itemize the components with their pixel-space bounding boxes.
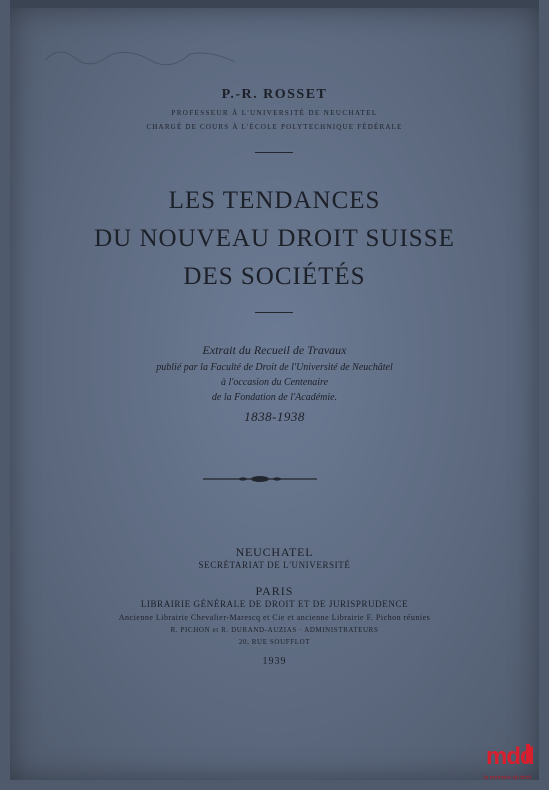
extract-line-4: de la Fondation de l'Académie. <box>211 392 338 403</box>
extract-line-3: à l'occasion du Centenaire <box>220 377 329 388</box>
title-line-3: DES SOCIÉTÉS <box>183 263 366 290</box>
ornament-divider <box>203 474 317 484</box>
imprint-city-1: NEUCHATEL <box>235 545 314 559</box>
title-line-1: LES TENDANCES <box>168 187 381 214</box>
imprint-publisher-2-detail: Ancienne Librairie Chevalier-Marescq et Cie et ancienne Librairie F. Pichon réunies <box>118 613 431 622</box>
imprint-administrators: R. PICHON et R. DURAND-AUZIAS · ADMINISTRATEURS <box>170 626 379 634</box>
divider-rule <box>255 312 293 313</box>
extract-line-1: Extrait du Recueil de Travaux <box>202 343 347 357</box>
imprint-publisher-1: SECRÉTARIAT DE L'UNIVERSITÉ <box>198 560 351 570</box>
centenary-years: 1838-1938 <box>244 409 305 424</box>
title-line-2: DU NOUVEAU DROIT SUISSE <box>94 225 455 252</box>
extract-line-2: publié par la Faculté de Droit de l'Université de Neuchâtel <box>156 362 393 373</box>
divider-rule <box>255 152 293 153</box>
author-affiliation-1: PROFESSEUR À L'UNIVERSITÉ DE NEUCHATEL <box>171 109 378 117</box>
imprint-city-2: PARIS <box>255 584 294 598</box>
publication-year: 1939 <box>262 656 287 667</box>
pencil-scribble <box>40 40 240 70</box>
imprint-publisher-2: LIBRAIRIE GÉNÉRALE DE DROIT ET DE JURISPRUDENCE <box>140 599 409 609</box>
watermark-logo: mdd <box>486 743 534 770</box>
watermark-tagline: la mémoire du droit <box>484 775 532 781</box>
author-name: P.-R. ROSSET <box>221 87 328 102</box>
author-affiliation-2: CHARGÉ DE COURS À L'ÉCOLE POLYTECHNIQUE FÉDÉRALE <box>146 123 403 131</box>
imprint-address: 20, RUE SOUFFLOT <box>238 638 311 646</box>
